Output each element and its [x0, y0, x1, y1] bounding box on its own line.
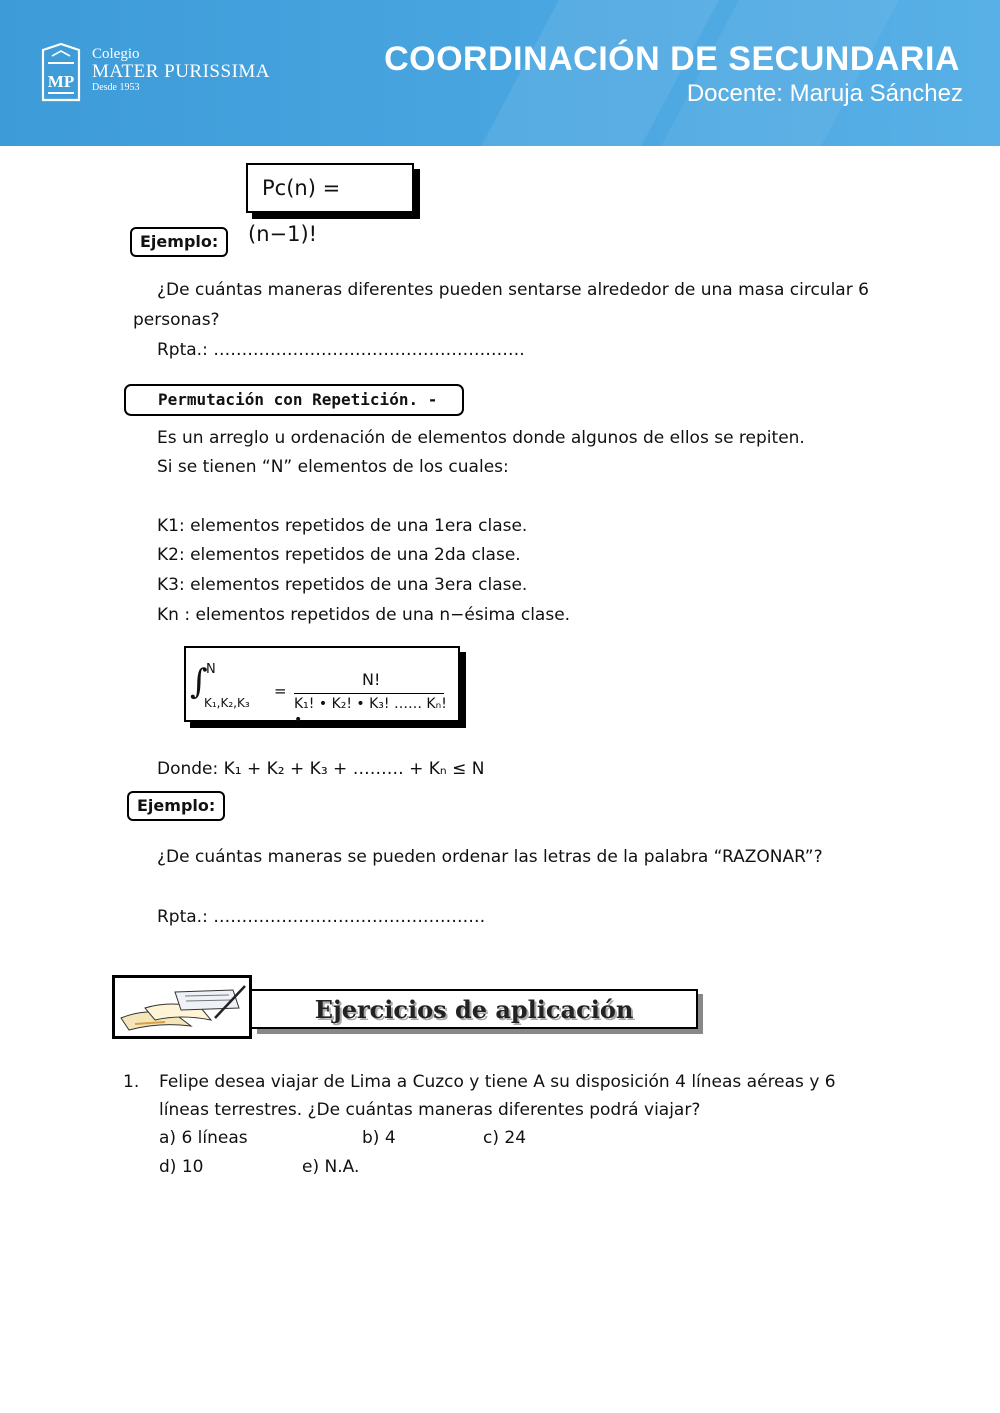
example-label: Ejemplo:: [130, 227, 228, 257]
option-d: d) 10: [159, 1157, 204, 1177]
option-c: c) 24: [483, 1128, 527, 1148]
crest-letters: MP: [47, 72, 75, 91]
example2-question: ¿De cuántas maneras se pueden ordenar las letras de la palabra “RAZONAR”?: [157, 847, 823, 867]
page-header: [0, 0, 1000, 146]
option-b: b) 4: [362, 1128, 396, 1148]
kn-definition: Kn : elementos repetidos de una n−ésima clase.: [157, 605, 571, 625]
exercises-title: Ejercicios de aplicación: [252, 989, 698, 1029]
example1-question-line1: ¿De cuántas maneras diferentes pueden sentarse alrededor de una masa circular 6: [157, 280, 869, 300]
teacher-name: Docente: Maruja Sánchez: [686, 80, 963, 107]
circular-permutation-formula: Pc(n) = (n−1)!: [246, 163, 414, 213]
fraction-bar: [294, 693, 444, 694]
k1-definition: K1: elementos repetidos de una 1era clase.: [157, 516, 528, 536]
exercises-banner: [112, 975, 700, 1041]
option-e: e) N.A.: [302, 1157, 360, 1177]
writing-papers-icon: [112, 975, 252, 1039]
formula-lower: K₁,K₂,K₃: [204, 696, 250, 710]
school-name-line1: Colegio: [92, 46, 140, 62]
school-crest-icon: [40, 42, 82, 104]
formula-denominator: K₁! • K₂! • K₃! …… Kₙ! •: [294, 696, 447, 728]
formula-equals: =: [274, 682, 287, 700]
header-title: COORDINACIÓN DE SECUNDARIA: [384, 40, 960, 78]
repetition-permutation-formula: [184, 646, 460, 728]
exercise1-line2: líneas terrestres. ¿De cuántas maneras diferentes podrá viajar?: [159, 1100, 701, 1120]
example2-answer: Rpta.: …………………………………………: [157, 907, 486, 927]
formula-numerator: N!: [362, 670, 381, 689]
section-title: Permutación con Repetición. -: [124, 384, 464, 416]
section-line2: Si se tienen “N” elementos de los cuales:: [157, 457, 509, 477]
integral-symbol: ∫: [190, 662, 208, 702]
exercise1-line1: Felipe desea viajar de Lima a Cuzco y tiene A su disposición 4 líneas aéreas y 6: [159, 1072, 836, 1092]
donde-condition: Donde: K₁ + K₂ + K₃ + ……… + Kₙ ≤ N: [157, 759, 485, 779]
section-line1: Es un arreglo u ordenación de elementos donde algunos de ellos se repiten.: [157, 428, 805, 448]
school-name: [92, 46, 270, 94]
example-label: Ejemplo:: [127, 791, 225, 821]
school-founded: Desde 1953: [92, 82, 140, 93]
example1-answer: Rpta.: ……………………………………………….: [157, 340, 525, 360]
school-name-line2: MATER PURISSIMA: [92, 61, 271, 82]
k2-definition: K2: elementos repetidos de una 2da clase.: [157, 545, 521, 565]
example1-question-line2: personas?: [133, 310, 220, 330]
formula-upper: N: [206, 662, 216, 677]
exercise-number: 1.: [123, 1072, 140, 1092]
k3-definition: K3: elementos repetidos de una 3era clase.: [157, 575, 528, 595]
option-a: a) 6 líneas: [159, 1128, 248, 1148]
